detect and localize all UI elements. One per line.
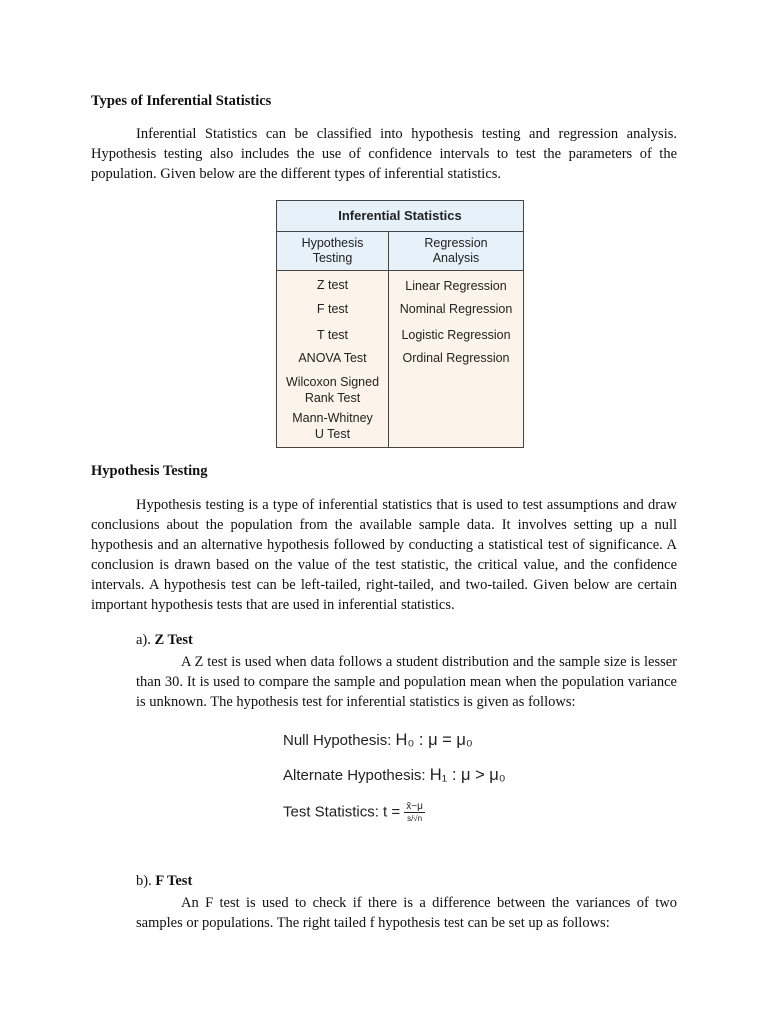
table-body — [277, 271, 523, 447]
ftest-prefix: b). — [136, 873, 156, 889]
ztest-title: Z Test — [154, 632, 193, 648]
header-hypothesis-testing — [277, 232, 389, 270]
fraction — [404, 801, 425, 824]
list-item: Mann-Whitney — [292, 411, 373, 425]
list-item: Z test — [316, 278, 349, 292]
list-item: Wilcoxon Signed — [285, 375, 380, 389]
list-item: F test — [316, 302, 349, 316]
list-item: T test — [316, 328, 349, 342]
ftest-heading — [136, 873, 192, 890]
ztest-prefix: a). — [136, 632, 155, 648]
section-heading-types: Types of Inferential Statistics — [91, 93, 272, 109]
ftest-title: F Test — [155, 873, 193, 889]
formula-expression: H₁ : μ > μ₀ — [429, 766, 506, 784]
alternate-hypothesis-formula — [283, 766, 506, 785]
list-item: Rank Test — [304, 391, 361, 405]
list-item: Logistic Regression — [401, 328, 511, 342]
intro-paragraph: Inferential Statistics can be classified into hypothesis testing and regression analysis. Hypothesis testing also includes the use of confidence intervals to test the parameters of the population. Given below are the different types of inferential statistics. — [91, 126, 677, 182]
fraction-numerator: x̄−μ — [406, 801, 423, 812]
formula-label: Alternate Hypothesis: — [283, 767, 430, 784]
hypothesis-paragraph: Hypothesis testing is a type of inferential statistics that is used to test assumptions and draw conclusions about the population from the available sample data. It involves setting up a null hypothesis and an alternative hypothesis followed by conducting a statistical test of significance. A conclusion is drawn based on the value of the test statistic, the critical value, and the confidence intervals. A hypothesis test can be left-tailed, right-tailed, and two-tailed. Given below are certain important hypothesis tests that are used in inferential statistics. — [91, 497, 677, 613]
null-hypothesis-formula — [283, 731, 473, 750]
table-header-row — [277, 232, 523, 271]
list-item: U Test — [314, 427, 351, 441]
header-text: Regression — [424, 236, 488, 250]
header-text: Testing — [312, 251, 353, 265]
test-statistic-formula — [283, 801, 425, 824]
formula-expression: H₀ : μ = μ₀ — [395, 731, 473, 749]
list-item: Linear Regression — [405, 279, 507, 293]
header-text: Hypothesis — [301, 236, 364, 250]
formula-label: Null Hypothesis: — [283, 732, 396, 749]
list-item: ANOVA Test — [298, 351, 367, 365]
formula-label: Test Statistics: t = — [283, 803, 405, 821]
ztest-heading — [136, 632, 193, 649]
list-item: Ordinal Regression — [402, 351, 510, 365]
fraction-denominator: s/√n — [407, 814, 423, 823]
inferential-statistics-table — [276, 200, 524, 448]
section-heading-hypothesis-testing: Hypothesis Testing — [91, 463, 208, 479]
list-item: Nominal Regression — [399, 302, 513, 316]
ftest-paragraph: An F test is used to check if there is a difference between the variances of two samples or populations. The right tailed f hypothesis test can be set up as follows: — [136, 895, 677, 931]
table-title: Inferential Statistics — [277, 201, 523, 232]
ztest-paragraph: A Z test is used when data follows a student distribution and the sample size is lesser than 30. It is used to compare the sample and population mean when the population variance is unknown. The hypothesis test for inferential statistics is given as follows: — [136, 654, 677, 710]
header-text: Analysis — [432, 251, 480, 265]
header-regression-analysis — [389, 232, 523, 270]
